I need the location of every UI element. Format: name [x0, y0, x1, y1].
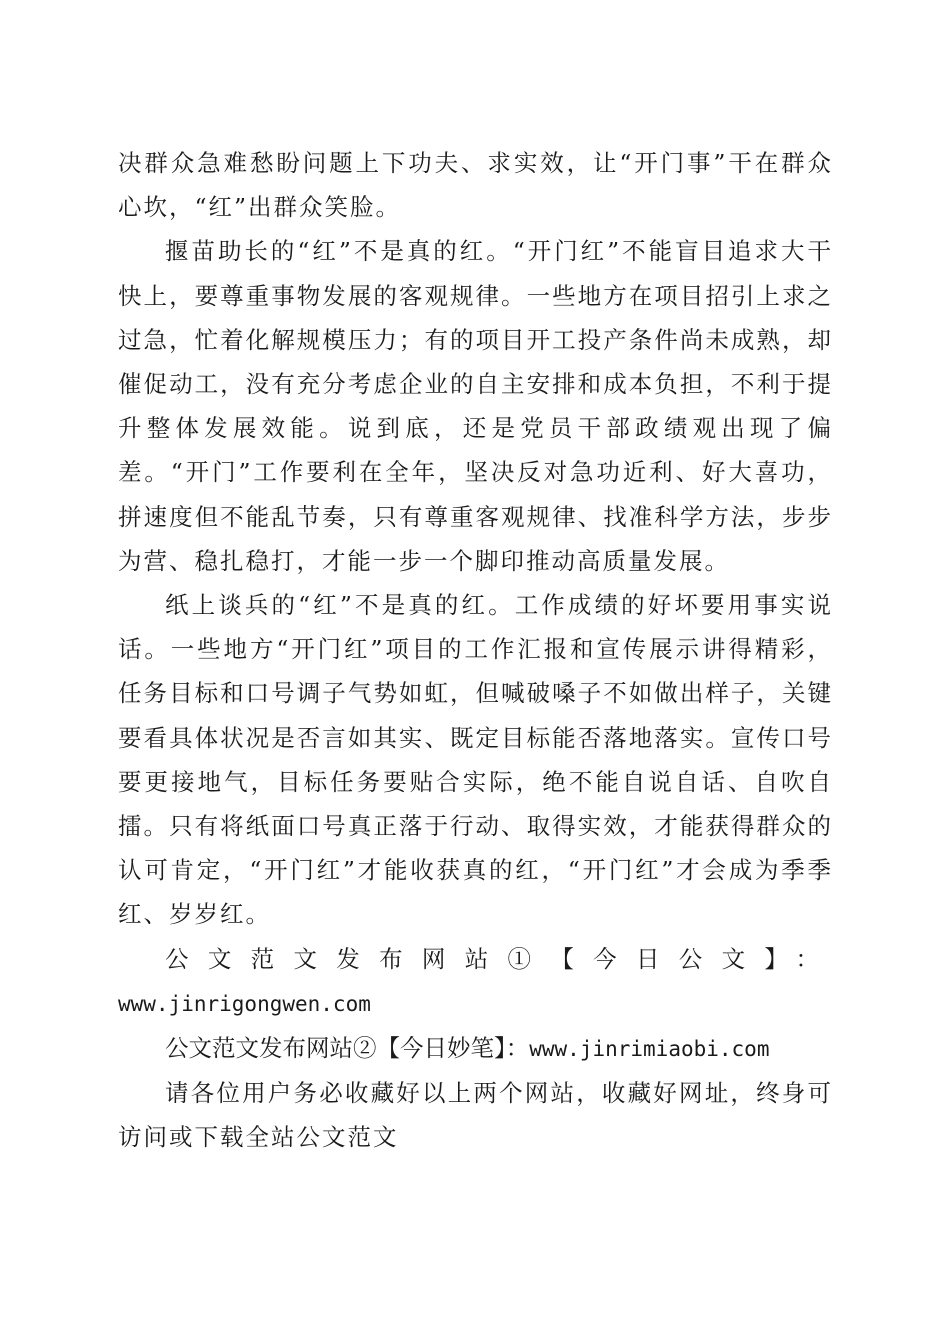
site-1-line [118, 937, 833, 981]
site-1-url-line [118, 981, 833, 1026]
site-2-label: 公文范文发布网站②【今日妙笔】： [165, 1034, 530, 1063]
site-2-line [118, 1026, 833, 1071]
document-body [118, 141, 833, 1160]
notice-paragraph: 请各位用户务必收藏好以上两个网站，收藏好网址，终身可访问或下载全站公文范文 [118, 1079, 833, 1152]
paragraph-yamiao-zhuzhang: 揠苗助长的“红”不是真的红。“开门红”不能盲目追求大干快上，要尊重事物发展的客观规律。一些地方在项目招引上求之过急，忙着化解规模压力；有的项目开工投产条件尚未成熟，却催促动工，没有充分考虑企业的自主安排和成本负担，不利于提升整体发展效能。说到底，还是党员干部政绩观出现了偏差。“开门”工作要利在全年，坚决反对急功近利、好大喜功，拼速度但不能乱节奏，只有尊重客观规律、找准科学方法，步步为营、稳扎稳打，才能一步一个脚印推动高质量发展。 [118, 237, 833, 575]
site-1-url-link[interactable]: www.jinrigongwen.com [118, 991, 371, 1016]
paragraph-zhishang-tanbing: 纸上谈兵的“红”不是真的红。工作成绩的好坏要用事实说话。一些地方“开门红”项目的工作汇报和宣传展示讲得精彩，任务目标和口号调子气势如虹，但喊破嗓子不如做出样子，关键要看具体状况是否言如其实、既定目标能否落地落实。宣传口号要更接地气，目标任务要贴合实际，绝不能自说自话、自吹自擂。只有将纸面口号真正落于行动、取得实效，才能获得群众的认可肯定，“开门红”才能收获真的红，“开门红”才会成为季季红、岁岁红。 [118, 591, 833, 929]
site-1-label: 公文范文发布网站①【今日公文】： [165, 944, 833, 973]
site-2-url-link[interactable]: www.jinrimiaobi.com [529, 1037, 770, 1062]
paragraph-continuation: 决群众急难愁盼问题上下功夫、求实效，让“开门事”干在群众心坎，“红”出群众笑脸。 [118, 149, 833, 222]
